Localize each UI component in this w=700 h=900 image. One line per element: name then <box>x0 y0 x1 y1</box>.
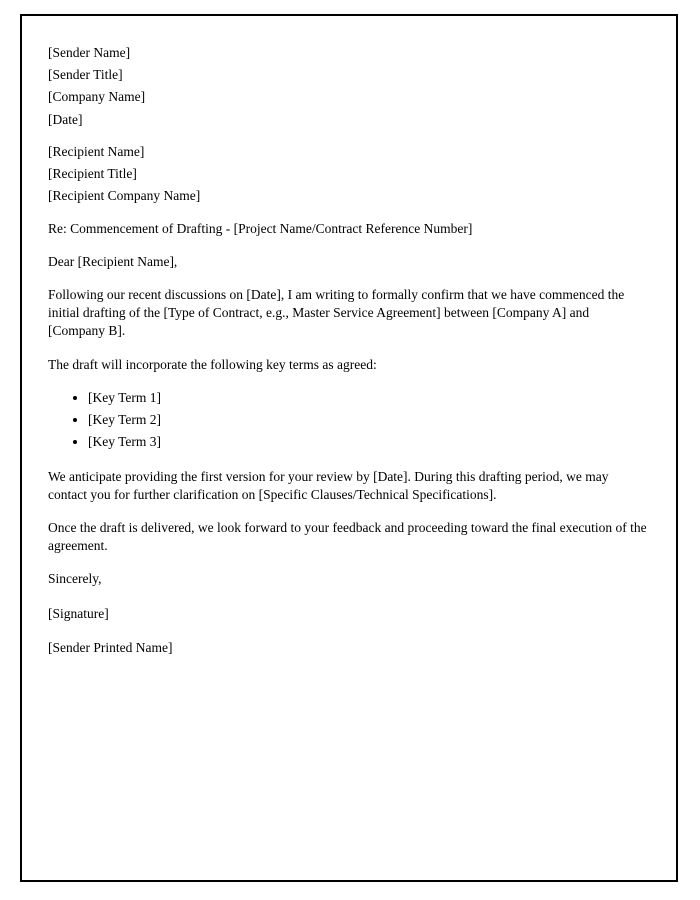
sender-block <box>48 44 648 129</box>
paragraph-closing: Once the draft is delivered, we look forward to your feedback and proceeding toward the final execution of the agreement. <box>48 519 647 554</box>
letter-content <box>22 16 676 657</box>
salutation: Dear [Recipient Name], <box>48 253 178 269</box>
key-term-item: • [Key Term 1] <box>88 389 648 407</box>
sender-name: [Sender Name] <box>48 45 131 60</box>
recipient-name: [Recipient Name] <box>48 143 145 159</box>
letter-page <box>20 14 678 882</box>
subject-line: Re: Commencement of Drafting - [Project Name/Contract Reference Number] <box>48 220 473 236</box>
key-terms-list <box>48 389 648 452</box>
paragraph-intro: Following our recent discussions on [Date], I am writing to formally confirm that we have commenced the initial drafting of the [Type of Contract, e.g., Master Service Agreement] between [Company A] and [Company B]. <box>48 286 625 339</box>
key-terms-lead: The draft will incorporate the following key terms as agreed: <box>48 356 377 372</box>
recipient-title: [Recipient Title] <box>48 166 137 182</box>
letter-date: [Date] <box>48 111 83 127</box>
sender-printed-name: [Sender Printed Name] <box>48 639 173 655</box>
recipient-company: [Recipient Company Name] <box>48 188 201 204</box>
valediction: Sincerely, <box>48 571 102 587</box>
key-term-item: • [Key Term 3] <box>88 433 648 451</box>
signature-placeholder: [Signature] <box>48 605 109 621</box>
recipient-block <box>48 143 648 206</box>
sender-company: [Company Name] <box>48 89 146 105</box>
key-term-item: • [Key Term 2] <box>88 411 648 429</box>
sender-title: [Sender Title] <box>48 67 123 83</box>
paragraph-timeline: We anticipate providing the first version for your review by [Date]. During this drafting period, we may contact you for further clarification on [Specific Clauses/Technical Specifications]. <box>48 468 609 502</box>
